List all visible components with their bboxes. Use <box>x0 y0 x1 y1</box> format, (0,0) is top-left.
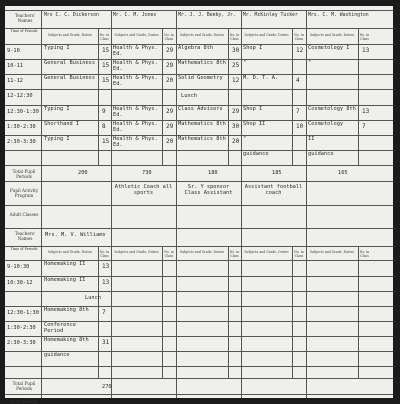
period-time: 9-10 <box>7 48 20 54</box>
teacher-column-rule <box>241 10 242 228</box>
class-count: 20 <box>232 138 240 145</box>
subject-cell: Shop II <box>243 121 266 127</box>
total-value: 185 <box>272 170 282 176</box>
col-header-bottom-subjects: Subjects and Grade, Duties <box>47 250 93 254</box>
class-count: 20 <box>166 77 174 84</box>
subject-cell-bottom: Homemaking 8th <box>44 337 89 343</box>
label-column-rule <box>41 10 42 398</box>
class-count: 15 <box>102 77 110 84</box>
number-column-rule <box>162 28 163 165</box>
class-count-bottom: 13 <box>102 279 110 286</box>
lunch-label-bottom: Lunch <box>85 295 101 301</box>
col-header-bottom-count: No. in Class <box>99 250 110 258</box>
subject-cell: Cosmetology <box>308 121 344 127</box>
period-time: 12:30-1:30 <box>7 109 39 115</box>
class-count: 9 <box>102 108 106 115</box>
class-count: 10 <box>296 123 304 130</box>
schedule-sheet <box>5 6 393 404</box>
h-rule <box>5 10 393 11</box>
class-count: 13 <box>362 108 370 115</box>
period-time-bottom: 2:30-3:30 <box>7 340 36 346</box>
class-count: 20 <box>166 138 174 145</box>
number-column-rule <box>358 246 359 378</box>
teachers-label-bottom: Teachers' Names <box>14 231 36 241</box>
total-pupil-periods-label: Total Pupil Periods <box>12 169 36 179</box>
col-header-count: No. in Class <box>359 33 370 41</box>
class-count: 29 <box>166 123 174 130</box>
h-rule <box>5 89 393 90</box>
col-header-count: No. in Class <box>99 33 110 41</box>
subject-cell: Health & Phys. Ed. <box>113 75 158 87</box>
col-header-subjects: Subjects and Grade, Duties <box>114 33 159 37</box>
total-value: 730 <box>142 170 152 176</box>
period-time-bottom: 12:30-1:30 <box>7 310 39 316</box>
class-count: 15 <box>102 138 110 145</box>
subject-cell: General Business <box>44 60 96 66</box>
subject-cell: Health & Phys. Ed. <box>113 45 158 57</box>
col-header-bottom-subjects: Subjects and Grade, Duties <box>244 250 289 254</box>
activity-cell: Athletic Coach all sports <box>114 184 173 196</box>
teacher-name: Mr. McKinley Tucker <box>243 13 298 18</box>
subject-cell-bottom: Homemaking II <box>44 261 86 267</box>
h-rule <box>5 291 393 292</box>
col-header-bottom-subjects: Subjects and Grade, Duties <box>309 250 355 254</box>
subject-cell: Shorthand I <box>44 121 80 127</box>
time-of-periods-label: Time of Periods <box>10 29 38 33</box>
subject-cell: guidance <box>308 151 334 157</box>
number-column-rule <box>292 246 293 378</box>
class-count-bottom: 13 <box>102 263 110 270</box>
class-count: 13 <box>362 47 370 54</box>
col-header-bottom-subjects: Subjects and Grade, Duties <box>179 250 225 254</box>
col-header-subjects: Subjects and Grade, Duties <box>309 33 355 37</box>
subject-cell: Mathematics 8th <box>178 60 226 66</box>
class-count: 29 <box>166 62 174 69</box>
subject-cell-bottom: Homemaking II <box>44 277 86 283</box>
class-count: 29 <box>232 108 240 115</box>
number-column-rule <box>98 28 99 165</box>
total-pupil-periods-label-bottom: Total Pupil Periods <box>12 381 36 391</box>
adult-classes-label: Adult Classes <box>9 212 39 217</box>
period-time: 11-12 <box>7 78 23 84</box>
teacher-name-bottom: Mrs. M. V. Williams <box>45 232 106 238</box>
h-rule <box>5 228 393 229</box>
teacher-name: Mr. C. M. Jones <box>113 13 157 18</box>
subject-cell: " <box>243 60 247 66</box>
subject-cell: General Business <box>44 75 96 81</box>
subject-cell: Typing I <box>44 45 70 51</box>
period-time: 12-12:30 <box>7 93 33 99</box>
number-column-rule <box>292 28 293 165</box>
class-count: 29 <box>166 108 174 115</box>
subject-cell: Shop I <box>243 106 263 112</box>
class-count: 8 <box>102 123 106 130</box>
total-bottom: 270 <box>102 384 112 390</box>
subject-cell: Algebra 8th <box>178 45 214 51</box>
h-rule <box>5 205 393 206</box>
class-count: 29 <box>166 47 174 54</box>
subject-cell: Class Advisers <box>178 106 223 112</box>
period-time-bottom: 9-10:30 <box>7 264 30 270</box>
class-count: 30 <box>232 123 240 130</box>
number-column-rule <box>228 28 229 165</box>
subject-cell: Mathematics 8th <box>178 121 226 127</box>
class-count: 25 <box>232 62 240 69</box>
subject-cell: Cosmetology I <box>308 45 350 51</box>
subject-cell: M. D. T. A. <box>243 75 279 81</box>
period-time: 2:30-3:30 <box>7 139 36 145</box>
class-count: 30 <box>232 47 240 54</box>
teacher-name: Mrs. C. M. Washington <box>308 13 369 18</box>
subject-cell: Typing I <box>44 106 70 112</box>
class-count: 7 <box>296 108 300 115</box>
subject-cell-bottom: guidance <box>44 352 70 358</box>
col-header-bottom-count: No. in Class <box>359 250 370 258</box>
h-rule <box>5 378 393 379</box>
subject-cell-bottom: Homemaking 8th <box>44 307 89 313</box>
subject-cell: guidance <box>243 151 269 157</box>
subject-cell: Health & Phys. Ed. <box>113 106 158 118</box>
teacher-column-rule <box>111 10 112 228</box>
number-column-rule <box>228 246 229 378</box>
number-column-rule <box>162 246 163 378</box>
class-count: 15 <box>102 62 110 69</box>
subject-cell: II <box>308 136 315 142</box>
number-column-rule <box>98 246 99 378</box>
h-rule <box>5 165 393 166</box>
subject-cell: Health & Phys. Ed. <box>113 60 158 72</box>
lunch-label: Lunch <box>181 93 197 99</box>
col-header-bottom-count: No. in Class <box>164 250 174 258</box>
col-header-bottom-count: No. in Class <box>229 250 240 258</box>
col-header-count: No. in Class <box>294 33 304 41</box>
h-rule <box>5 246 393 247</box>
teacher-column-rule <box>176 10 177 228</box>
time-of-periods-label-bottom: Time of Periods <box>10 247 38 251</box>
total-value: 165 <box>338 170 348 176</box>
period-time-bottom: 10:30-12 <box>7 280 33 286</box>
h-rule <box>5 394 393 395</box>
subject-cell: Typing I <box>44 136 70 142</box>
subject-cell: Cosmetology 8th <box>308 106 356 112</box>
teacher-name: Mr. J. J. Beeby, Jr. <box>178 13 236 18</box>
col-header-subjects: Subjects and Grade, Duties <box>179 33 225 37</box>
h-rule <box>5 181 393 182</box>
subject-cell: Health & Phys. Ed. <box>113 136 158 148</box>
period-time-bottom: 1:30-2:30 <box>7 325 36 331</box>
subject-cell: Health & Phys. Ed. <box>113 121 158 133</box>
subject-cell: " <box>243 136 247 142</box>
subject-cell: Shop I <box>243 45 263 51</box>
h-rule <box>5 366 393 367</box>
col-header-subjects: Subjects and Grade, Duties <box>47 33 93 37</box>
class-count-bottom: 31 <box>102 339 110 346</box>
col-header-count: No. in Class <box>164 33 174 41</box>
class-count-bottom: 7 <box>102 309 106 316</box>
teachers-label: Teachers' Names <box>14 13 36 23</box>
total-value: 180 <box>208 170 218 176</box>
subject-cell: Solid Geometry <box>178 75 223 81</box>
subject-cell-bottom: Conference Period <box>44 322 76 334</box>
subject-cell: Mathematics 8th <box>178 136 226 142</box>
activity-cell: Assistant football coach <box>244 184 303 196</box>
pupil-activity-label-bottom: Pupil Activity <box>9 399 39 404</box>
period-time: 10-11 <box>7 63 23 69</box>
teacher-column-rule <box>306 10 307 228</box>
class-count: 15 <box>102 47 110 54</box>
teacher-name: Mrs C. C. Dickerson <box>44 13 99 18</box>
number-column-rule <box>358 28 359 165</box>
total-value: 200 <box>78 170 88 176</box>
activity-cell: Sr. Y sponsor Class Assistant <box>184 184 233 196</box>
col-header-bottom-count: No. in Class <box>294 250 304 258</box>
period-time: 1:30-2:30 <box>7 124 36 130</box>
col-header-bottom-subjects: Subjects and Grade, Duties <box>114 250 159 254</box>
class-count: 12 <box>232 77 240 84</box>
pupil-activity-label: Pupil Activity Program <box>9 188 39 198</box>
class-count: 7 <box>362 123 366 130</box>
class-count: 12 <box>296 47 304 54</box>
col-header-subjects: Subjects and Grade, Duties <box>244 33 289 37</box>
class-count: 4 <box>296 77 300 84</box>
h-rule <box>5 28 393 29</box>
col-header-count: No. in Class <box>229 33 240 41</box>
subject-cell: " <box>308 60 312 66</box>
